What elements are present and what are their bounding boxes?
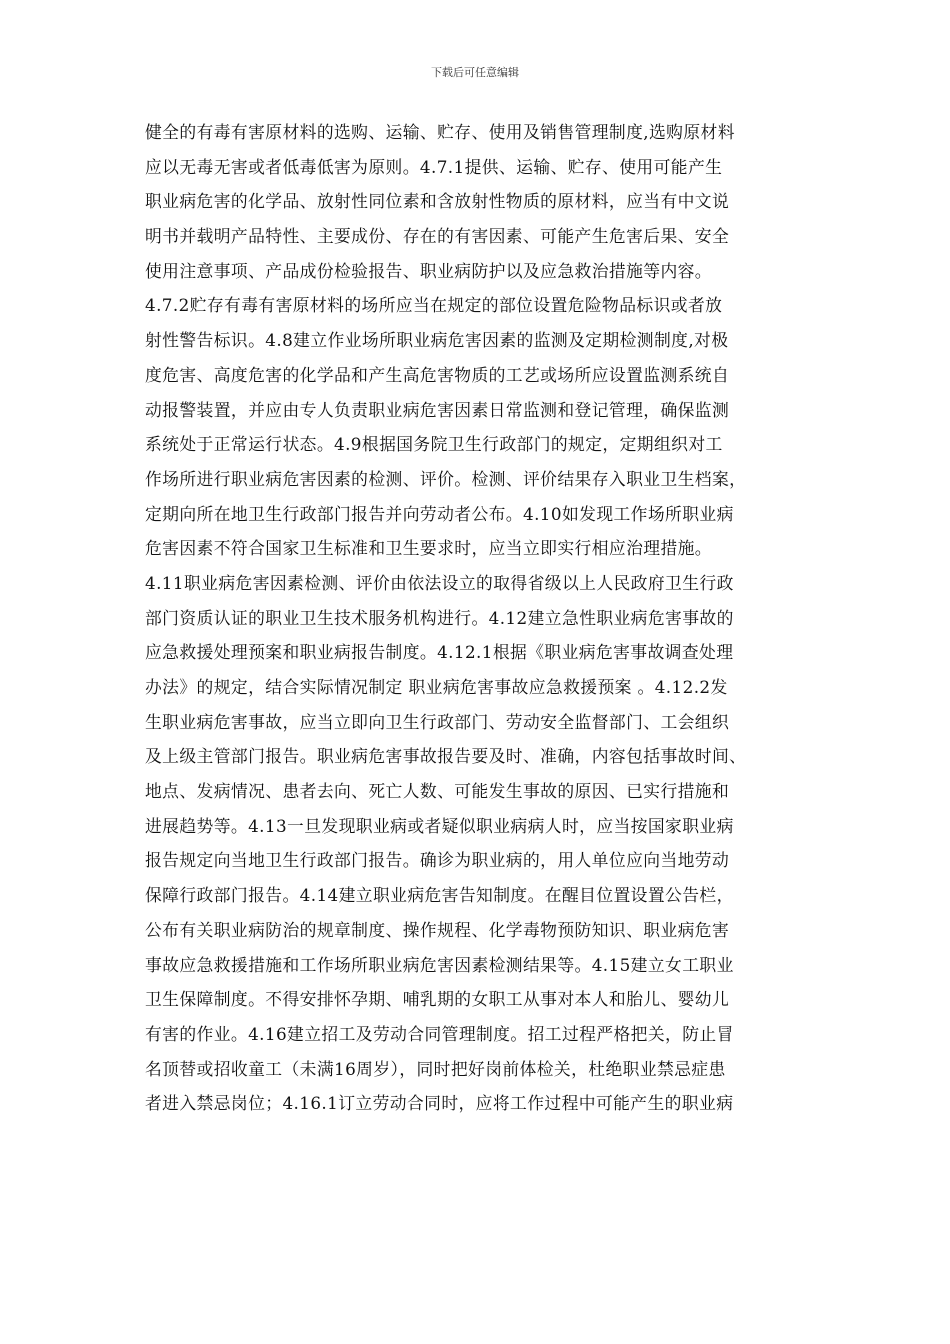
text-line: 保障行政部门报告。4.14建立职业病危害告知制度。在醒目位置设置公告栏， <box>145 885 734 906</box>
text-line: 进展趋势等。4.13一旦发现职业病或者疑似职业病病人时，应当按国家职业病 <box>145 815 734 836</box>
text-line: 应以无毒无害或者低毒低害为原则。4.7.1提供、运输、贮存、使用可能产生 <box>145 156 723 177</box>
text-line: 地点、发病情况、患者去向、死亡人数、可能发生事故的原因、已实行措施和 <box>145 781 730 802</box>
text-line: 作场所进行职业病危害因素的检测、评价。检测、评价结果存入职业卫生档案， <box>145 468 747 489</box>
text-line: 报告规定向当地卫生行政部门报告。确诊为职业病的，用人单位应向当地劳动 <box>145 850 730 871</box>
text-line: 4.7.2贮存有毒有害原材料的场所应当在规定的部位设置危险物品标识或者放 <box>145 295 723 316</box>
text-line: 部门资质认证的职业卫生技术服务机构进行。4.12建立急性职业病危害事故的 <box>145 607 734 628</box>
text-line: 职业病危害的化学品、放射性同位素和含放射性物质的原材料，应当有中文说 <box>145 191 730 212</box>
text-line: 动报警装置，并应由专人负责职业病危害因素日常监测和登记管理，确保监测 <box>145 399 730 420</box>
text-line: 有害的作业。4.16建立招工及劳动合同管理制度。招工过程严格把关，防止冒 <box>145 1023 734 1044</box>
text-line: 4.11职业病危害因素检测、评价由依法设立的取得省级以上人民政府卫生行政 <box>145 572 734 593</box>
text-line: 应急救援处理预案和职业病报告制度。4.12.1根据《职业病危害事故调查处理 <box>145 642 734 663</box>
text-line: 危害因素不符合国家卫生标准和卫生要求时，应当立即实行相应治理措施。 <box>145 538 712 559</box>
text-line: 生职业病危害事故，应当立即向卫生行政部门、劳动安全监督部门、工会组织 <box>145 711 730 732</box>
text-line: 度危害、高度危害的化学品和产生高危害物质的工艺或场所应设置监测系统自 <box>145 364 730 385</box>
text-line: 公布有关职业病防治的规章制度、操作规程、化学毒物预防知识、职业病危害 <box>145 919 730 940</box>
page-header: 下载后可任意编辑 <box>431 66 519 79</box>
text-line: 者进入禁忌岗位；4.16.1订立劳动合同时，应将工作过程中可能产生的职业病 <box>145 1093 734 1114</box>
text-line: 明书并载明产品特性、主要成份、存在的有害因素、可能产生危害后果、安全 <box>145 226 730 247</box>
text-line: 及上级主管部门报告。职业病危害事故报告要及时、准确，内容包括事故时间、 <box>145 746 747 767</box>
text-line: 系统处于正常运行状态。4.9根据国务院卫生行政部门的规定，定期组织对工 <box>145 434 723 455</box>
text-line: 射性警告标识。4.8建立作业场所职业病危害因素的监测及定期检测制度,对极 <box>145 330 729 351</box>
text-line: 名顶替或招收童工（未满16周岁），同时把好岗前体检关，杜绝职业禁忌症患 <box>145 1058 726 1079</box>
text-line: 使用注意事项、产品成份检验报告、职业病防护以及应急救治措施等内容。 <box>145 260 712 281</box>
text-line: 健全的有毒有害原材料的选购、运输、贮存、使用及销售管理制度,选购原材料 <box>145 122 735 142</box>
text-line: 办法》的规定，结合实际情况制定 职业病危害事故应急救援预案 。4.12.2发 <box>145 677 728 697</box>
text-line: 事故应急救援措施和工作场所职业病危害因素检测结果等。4.15建立女工职业 <box>145 954 734 975</box>
document-body <box>145 115 825 1121</box>
text-line: 卫生保障制度。不得安排怀孕期、哺乳期的女职工从事对本人和胎儿、婴幼儿 <box>145 989 730 1010</box>
text-line: 定期向所在地卫生行政部门报告并向劳动者公布。4.10如发现工作场所职业病 <box>145 503 734 524</box>
